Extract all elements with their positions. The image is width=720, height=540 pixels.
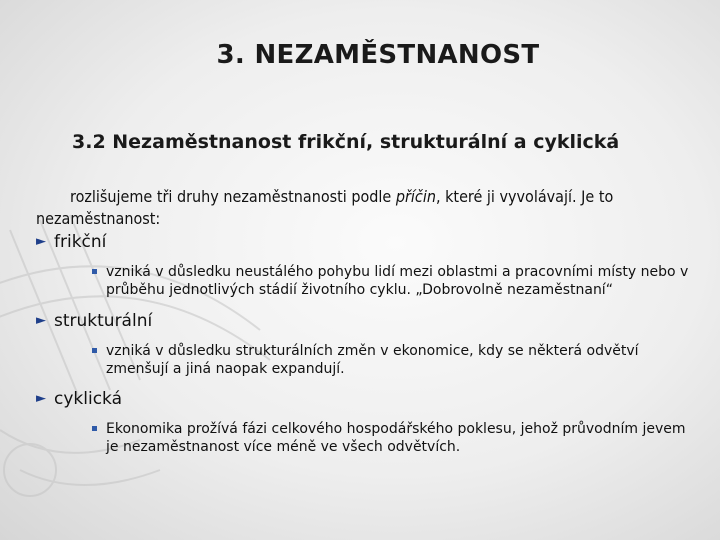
sub-item-text: Ekonomika prožívá fázi celkového hospodářského poklesu, jehož průvodním jevem je nezaměstnanost více méně ve všech odvětvích.: [106, 421, 686, 455]
square-bullet-icon: [92, 348, 97, 353]
bullet-label: cyklická: [54, 389, 123, 409]
bullet-item-cyklicka: [36, 387, 696, 411]
bullet-label: frikční: [54, 232, 107, 252]
sub-item-text: vzniká v důsledku strukturálních změn v ekonomice, kdy se některá odvětví zmenšují a jiná naopak expandují.: [106, 343, 639, 377]
intro-italic-word: příčin: [395, 187, 436, 206]
triangle-right-icon: ►: [36, 313, 46, 328]
intro-text-part2: , které ji vyvolávají. Je to nezaměstnanost:: [36, 187, 614, 228]
sub-item-frikcni: [36, 263, 696, 299]
sub-item-strukturalni: [36, 342, 696, 378]
triangle-right-icon: ►: [36, 234, 46, 249]
bullet-label: strukturální: [54, 311, 153, 331]
square-bullet-icon: [92, 426, 97, 431]
triangle-right-icon: ►: [36, 391, 46, 406]
sub-item-text: vzniká v důsledku neustálého pohybu lidí mezi oblastmi a pracovními místy nebo v průběhu jednotlivých stádií životního cyklu. „Dobrovolně nezaměstnaní“: [106, 264, 689, 298]
slide-title: 3. NEZAMĚSTNANOST: [216, 40, 540, 70]
slide-content: [36, 186, 696, 456]
bullet-item-strukturalni: [36, 309, 696, 333]
intro-paragraph: [36, 186, 696, 230]
sub-item-cyklicka: [36, 420, 696, 456]
square-bullet-icon: [92, 269, 97, 274]
bullet-item-frikcni: [36, 230, 696, 254]
intro-text-part1: rozlišujeme tři druhy nezaměstnanosti podle: [70, 187, 396, 206]
slide-subtitle: 3.2 Nezaměstnanost frikční, strukturální a cyklická: [72, 131, 620, 153]
